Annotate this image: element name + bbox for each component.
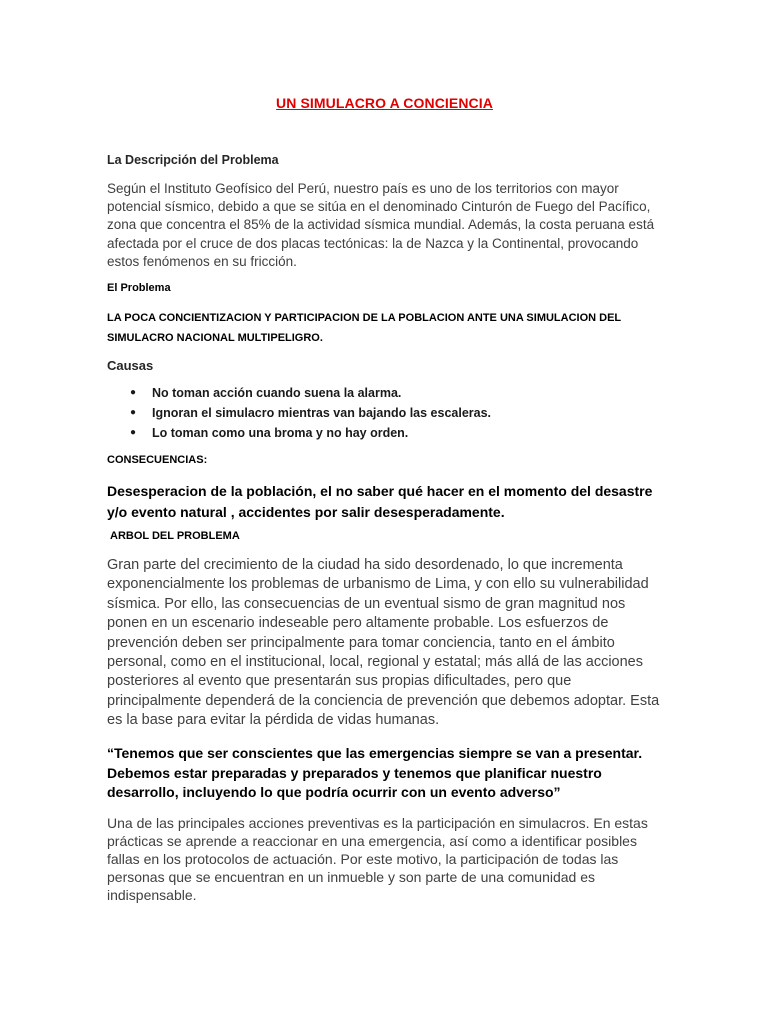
problem-statement: LA POCA CONCIENTIZACION Y PARTICIPACION DE LA POBLACION ANTE UNA SIMULACION DEL SIMULACRO NACIONAL MULTIPELIGRO. — [107, 312, 621, 344]
consequences-heading: CONSECUENCIAS: — [107, 454, 208, 466]
causes-heading: Causas — [107, 358, 154, 373]
bullet-icon: ● — [130, 407, 137, 418]
cause-text: Lo toman como una broma y no hay orden. — [152, 426, 409, 440]
cause-text: No toman acción cuando suena la alarma. — [152, 386, 402, 400]
description-heading: La Descripción del Problema — [107, 153, 279, 167]
description-paragraph: Según el Instituto Geofísico del Perú, nuestro país es uno de los territorios con mayor potencial sísmico, debido a que se sitúa en el denominado Cinturón de Fuego del Pacífico, zona que concentra el 85% de la actividad sísmica mundial. Además, la costa peruana está afectada por el cruce de dos placas tectónicas: la de Nazca y la Continental, provocando estos fenómenos en su fricción. — [107, 181, 655, 269]
bullet-icon: ● — [130, 387, 137, 398]
list-item — [107, 423, 667, 443]
causes-list — [107, 383, 667, 443]
consequences-paragraph: Desesperacion de la población, el no saber qué hacer en el momento del desastre y/o evento natural , accidentes por salir desesperadamente. — [107, 483, 653, 520]
cause-text: Ignoran el simulacro mientras van bajando las escaleras. — [152, 406, 492, 420]
problem-tree-heading: ARBOL DEL PROBLEMA — [110, 530, 240, 542]
problem-tree-paragraph: Gran parte del crecimiento de la ciudad ha sido desordenado, lo que incrementa exponencialmente los problemas de urbanismo de Lima, y con ello su vulnerabilidad sísmica. Por ello, las consecuencias de un eventual sismo de gran magnitud nos ponen en un escenario indeseable pero altamente probable. Los esfuerzos de prevención deben ser principalmente para tomar conciencia, tanto en el ámbito personal, como en el institucional, local, regional y estatal; más allá de las acciones posteriores al evento que presentarán sus propias dificultades, pero que principalmente dependerá de la conciencia de prevención que debemos adoptar. Esta es la base para evitar la pérdida de vidas humanas. — [107, 557, 660, 729]
list-item — [107, 403, 667, 423]
bullet-icon: ● — [130, 427, 137, 438]
quote-paragraph: “Tenemos que ser conscientes que las emergencias siempre se van a presentar. Debemos estar preparadas y preparados y tenemos que planificar nuestro desarrollo, incluyendo lo que podría ocurrir con un evento adverso” — [107, 745, 643, 800]
problem-heading: El Problema — [107, 282, 171, 294]
list-item — [107, 383, 667, 403]
document-title: UN SIMULACRO A CONCIENCIA — [276, 95, 493, 111]
closing-paragraph: Una de las principales acciones preventivas es la participación en simulacros. En estas prácticas se aprende a reaccionar en una emergencia, así como a identificar posibles fallas en los protocolos de actuación. Por este motivo, la participación de todas las personas que se encuentran en un inmueble y son parte de una comunidad es indispensable. — [107, 815, 648, 903]
